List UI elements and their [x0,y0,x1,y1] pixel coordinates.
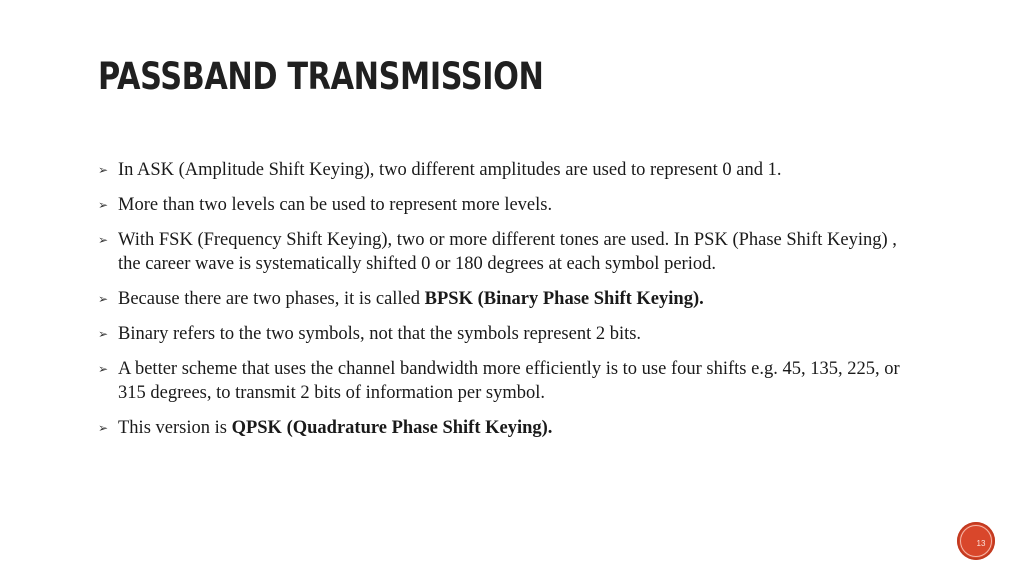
arrow-bullet-icon: ➢ [98,421,109,435]
page-number-badge [957,522,995,560]
bullet-list [98,158,913,451]
bullet-text: More than two levels can be used to represent more levels. [118,195,553,215]
bullet-item [98,416,913,440]
arrow-bullet-icon: ➢ [98,327,109,341]
bullet-item [98,193,913,217]
arrow-bullet-icon: ➢ [98,233,109,247]
arrow-bullet-icon: ➢ [98,163,109,177]
bullet-text: This version is [118,418,232,438]
bullet-text: With FSK (Frequency Shift Keying), two or more different tones are used. In PSK (Phase Shift Keying) , the career wave is systematically shifted 0 or 180 degrees at each symbol period. [118,230,897,274]
slide-title: PASSBAND TRANSMISSION [98,55,544,98]
bullet-item [98,158,913,182]
arrow-bullet-icon: ➢ [98,198,109,212]
page-number: 13 [976,538,986,548]
bullet-text: Because there are two phases, it is called [118,289,425,309]
bullet-item [98,322,913,346]
arrow-bullet-icon: ➢ [98,292,109,306]
bullet-bold-text: BPSK (Binary Phase Shift Keying). [424,289,704,309]
bullet-text: A better scheme that uses the channel bandwidth more efficiently is to use four shifts e.g. 45, 135, 225, or 315 degrees, to transmit 2 bits of information per symbol. [118,359,900,403]
bullet-item [98,228,913,276]
bullet-text: In ASK (Amplitude Shift Keying), two different amplitudes are used to represent 0 and 1. [118,160,782,180]
bullet-item [98,357,913,405]
bullet-bold-text: QPSK (Quadrature Phase Shift Keying). [231,418,553,438]
bullet-item [98,287,913,311]
arrow-bullet-icon: ➢ [98,362,109,376]
bullet-text: Binary refers to the two symbols, not that the symbols represent 2 bits. [118,324,642,344]
